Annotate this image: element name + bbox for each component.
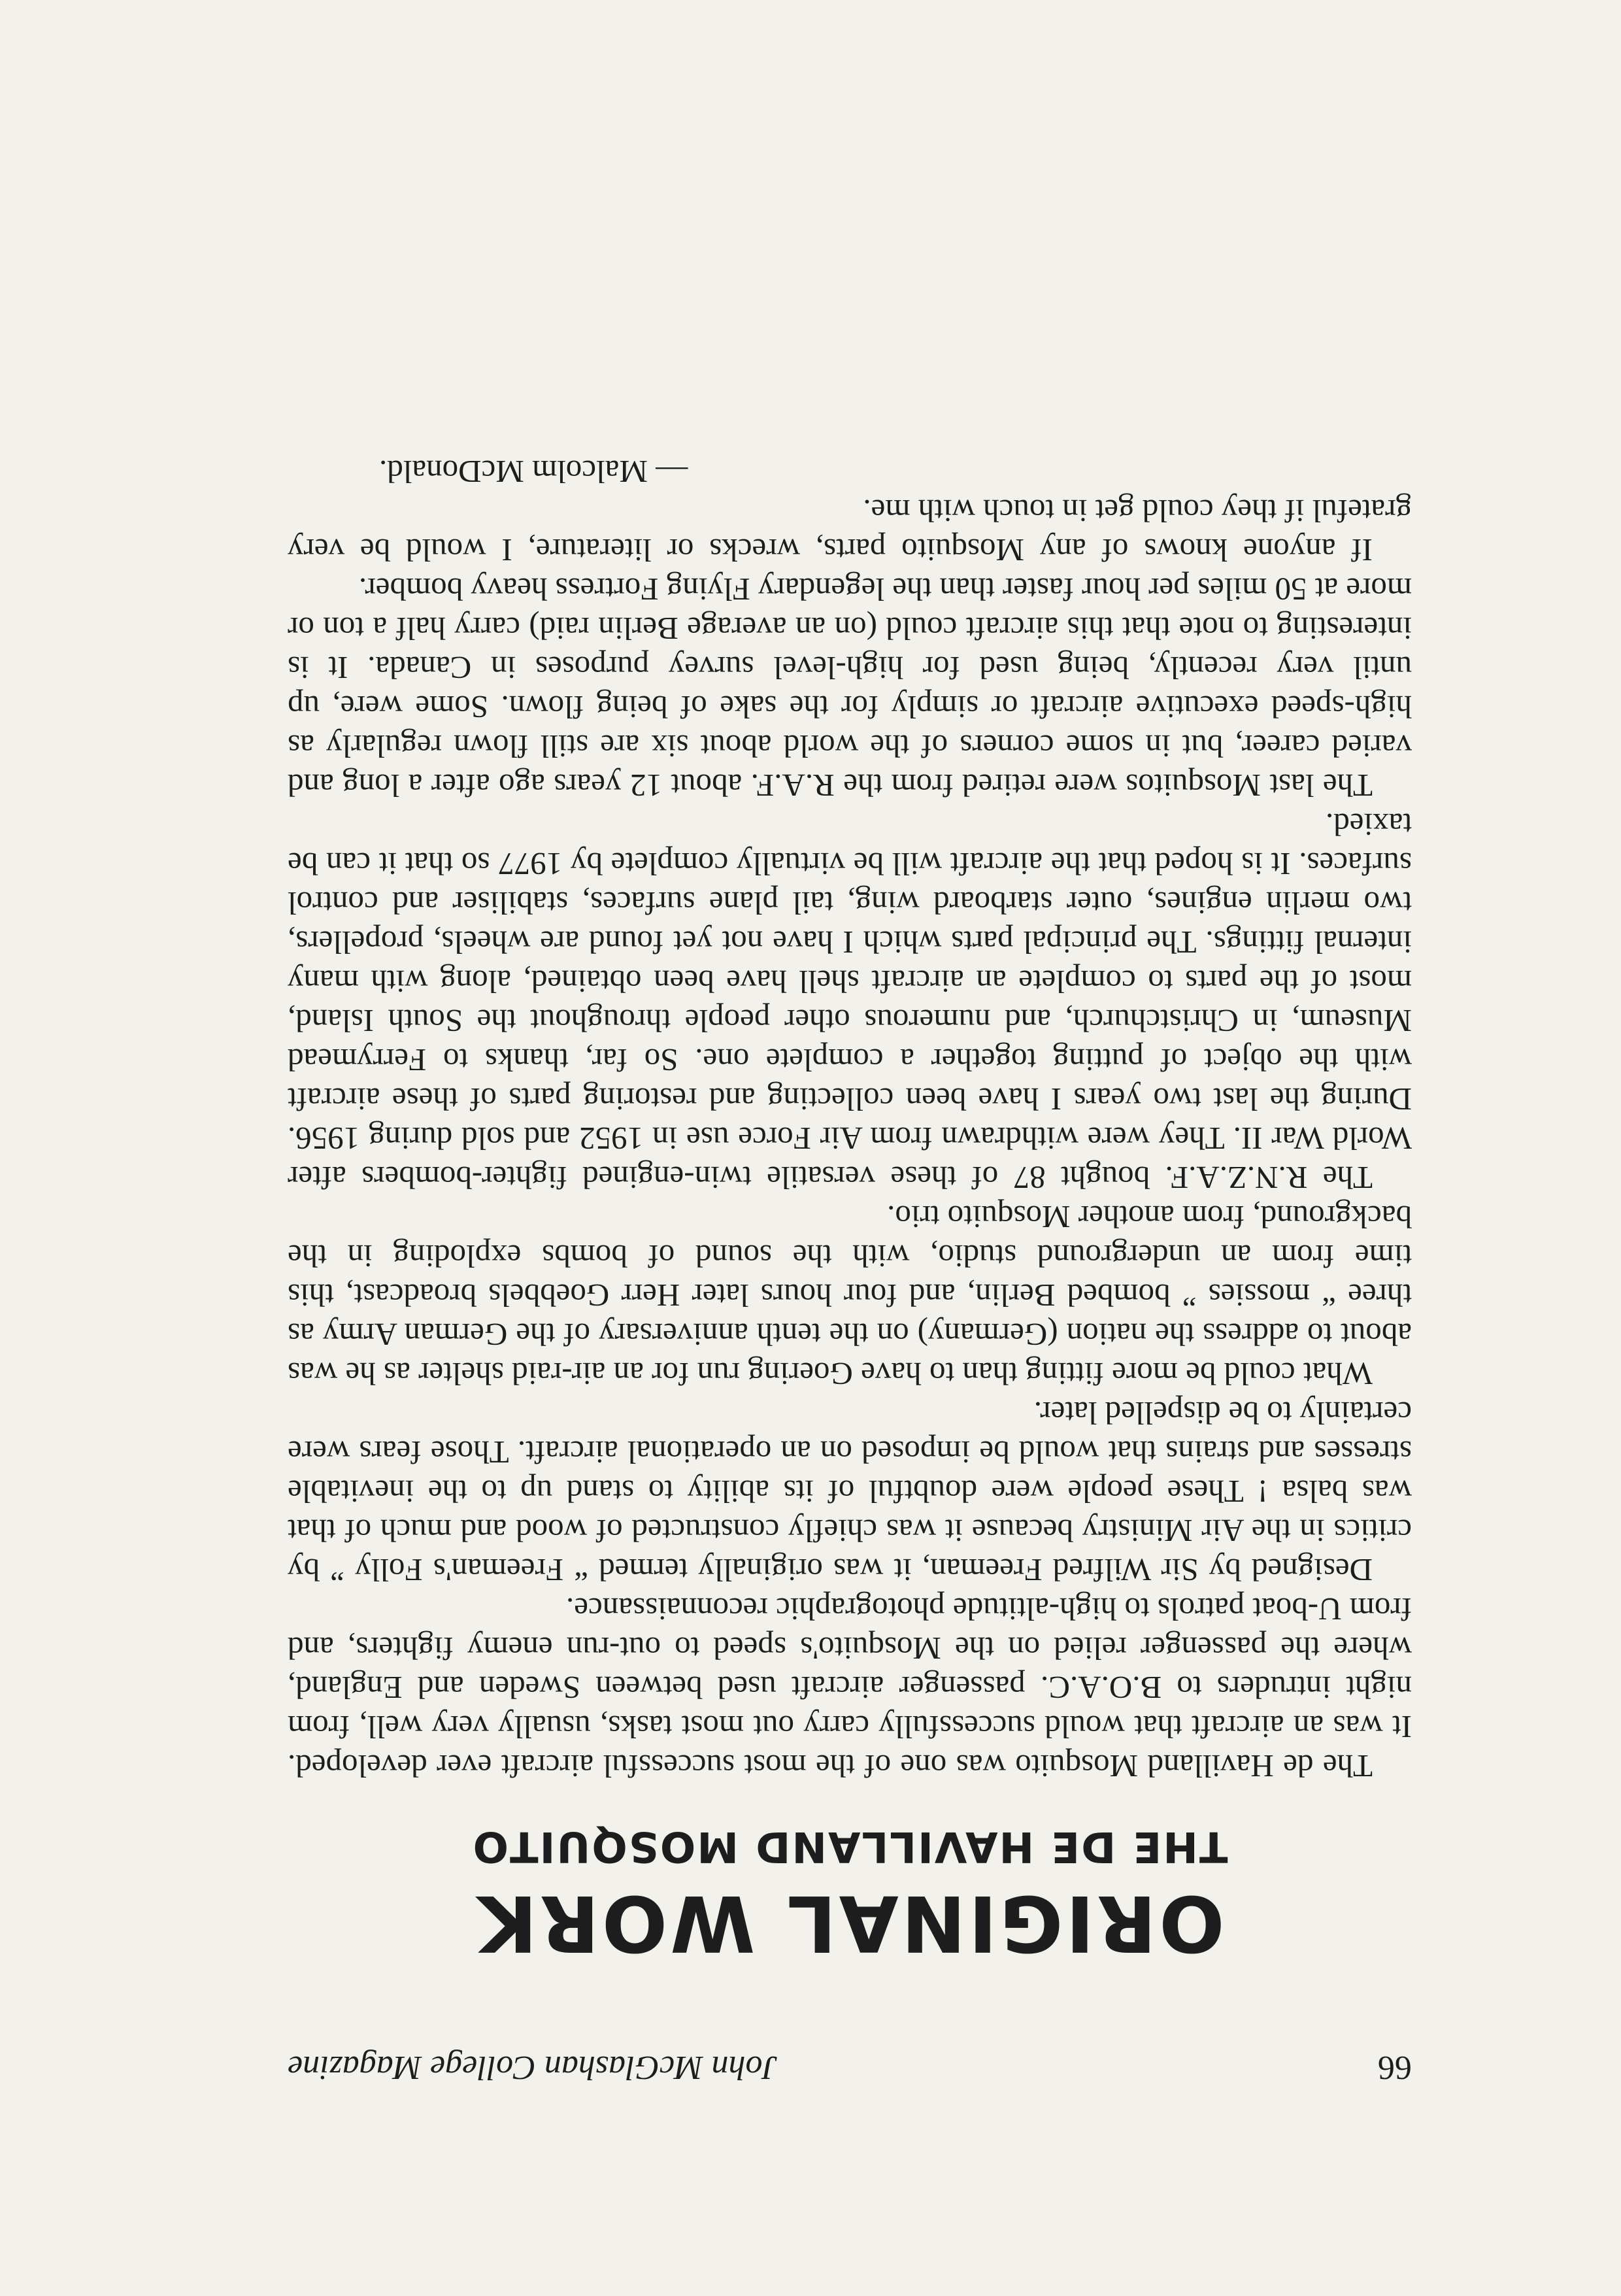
- paragraph-6: If anyone knows of any Mosquito parts, wrecks or literature, I would be very grateful if they could get in touch with me.: [288, 493, 1412, 569]
- paragraph-3: What could be more fitting than to have Goering run for an air-raid shelter as he was about to address the nation (Germany) on the tenth anniversary of the German Army as three “ mossies ” bombed Berlin, and four hours later Herr Goebbels broadcast, this time from an underground studio, with the sound of bombs exploding in the background, from another Mosquito trio.: [288, 1199, 1412, 1393]
- paragraph-5: The last Mosquitos were retired from the R.A.F. about 12 years ago after a long and varied career, but in some corners of the world about six are still flown regularly as high-speed executive aircraft or simply for the sake of being flown. Some were, up until very recently, being used for high-level survey purposes in Canada. It is interesting to note that this aircraft could (on an average Berlin raid) carry half a ton or more at 50 miles per hour faster than the legendary Flying Fortress heavy bomber.: [288, 571, 1412, 804]
- section-title: ORIGINAL WORK: [475, 1878, 1225, 1968]
- paragraph-1: The de Havilland Mosquito was one of the most successful aircraft ever developed. It was an aircraft that would successfully carry out most tasks, usually very well, from night intruders to B.O.A.C. passenger aircraft used between Sweden and England, where the passenger relied on the Mosquito's speed to out-run enemy fighters, and from U-boat patrols to high-altitude photographic reconnaissance.: [288, 1591, 1412, 1785]
- author-signature: — Malcolm McDonald.: [379, 454, 688, 490]
- running-head: [288, 2048, 1412, 2087]
- article-body: [288, 491, 1412, 1785]
- text-column: [288, 452, 1412, 2087]
- magazine-title: John McGlashan College Magazine: [288, 2049, 778, 2086]
- paragraph-4: The R.N.Z.A.F. bought 87 of these versatile twin-engined fighter-bombers after World War II. They were withdrawn from Air Force use in 1952 and sold during 1956. During the last two years I have been collecting and restoring parts of these aircraft with the object of putting together a complete one. So far, thanks to Ferrymead Museum, in Christchurch, and numerous other people throughout the South Island, most of the parts to complete an aircraft shell have been obtained, along with many internal fittings. The principal parts which I have not yet found are wheels, propellers, two merlin engines, outer starboard wing, tail plane surfaces, stabiliser and control surfaces. It is hoped that the aircraft will be virtually complete by 1977 so that it can be taxied.: [288, 807, 1412, 1196]
- article-title: THE DE HAVILLAND MOSQUITO: [471, 1822, 1228, 1871]
- paragraph-2: Designed by Sir Wilfred Freeman, it was originally termed “ Freeman's Folly ” by critics in the Air Ministry because it was chiefly constructed of wood and much of that was balsa ! These people were doubtful of its ability to stand up to the inevitable stresses and strains that would be imposed on an operational aircraft. Those fears were certainly to be dispelled later.: [288, 1395, 1412, 1589]
- page-number: 66: [1378, 2049, 1412, 2086]
